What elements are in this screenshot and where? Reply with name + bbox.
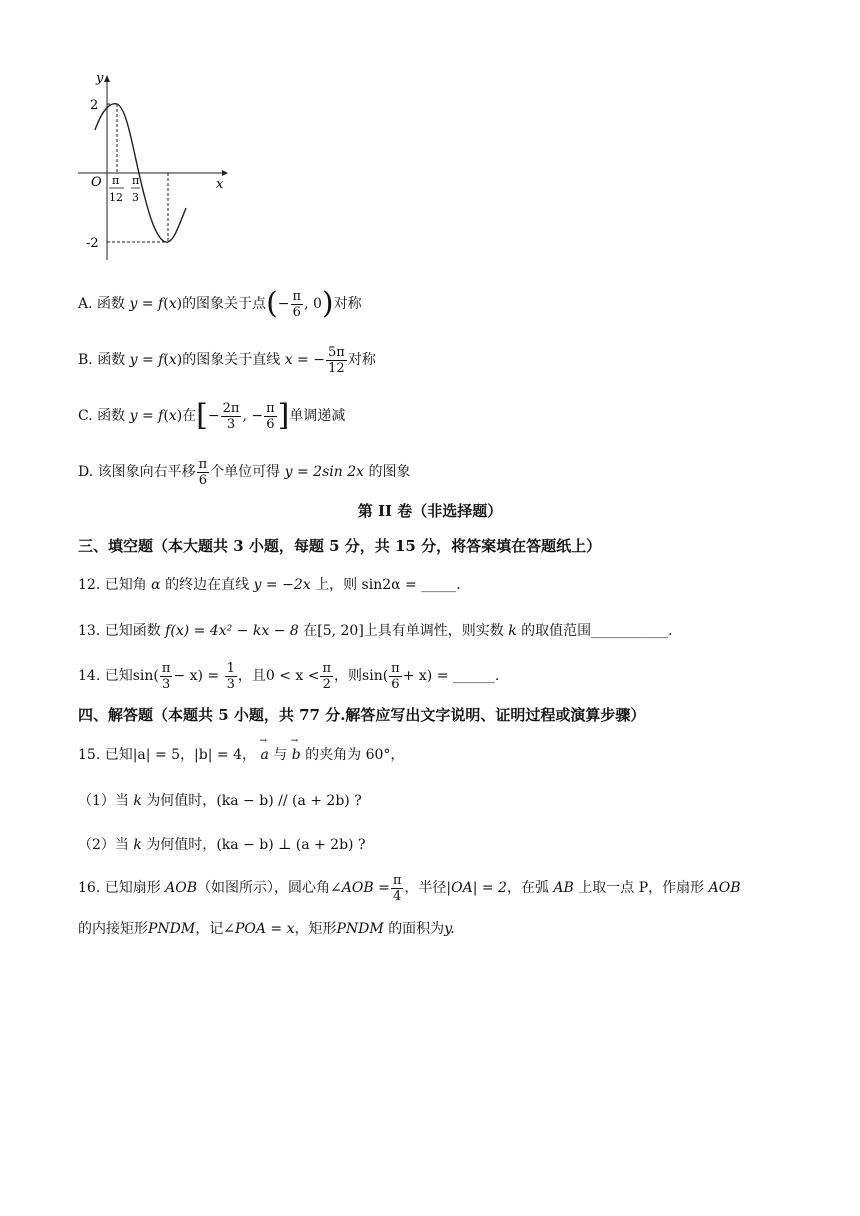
question-15-part2: （2）当 k 为何值时，(ka − b) ⊥ (a + 2b) ?	[78, 837, 366, 853]
question-14: 14. 已知sin( $\frac{\pi}{3}$ − x) = $\frac{1}{3}$ ，且0 < x < $\frac{\pi}{2}$ ，则sin( $\frac{\pi}{6}$ + x) = ______.	[78, 660, 500, 692]
y-axis-arrow	[104, 75, 110, 82]
question-13: 13. 已知函数 f(x) = 4x² − kx − 8 在[5, 20]上具有单调性，则实数 k 的取值范围___________.	[78, 623, 673, 639]
y-axis-label: y	[96, 71, 104, 86]
section3-heading: 三、填空题（本大题共 3 小题，每题 5 分，共 15 分，将答案填在答题纸上）	[78, 537, 602, 555]
x-axis-label: x	[216, 177, 224, 192]
section4-heading: 四、解答题（本题共 5 小题，共 77 分.解答应写出文字说明、证明过程或演算步骤）	[78, 706, 646, 724]
question-16-line2: 的内接矩形PNDM，记∠POA = x，矩形PNDM 的面积为y.	[78, 921, 455, 937]
question-15-part1: （1）当 k 为何值时，(ka − b) // (a + 2b) ?	[78, 793, 362, 809]
option-c: C. 函数 y = f(x)在[− $\frac{2\pi}{3}$ , − $\frac{\pi}{6}$ ]单调递减	[78, 398, 346, 433]
option-b: B. 函数 y = f(x)的图象关于直线 x = − $\frac{5\pi}{12}$ 对称	[78, 344, 376, 376]
option-b-frac: $\frac{5\pi}{12}$	[327, 344, 345, 376]
x-axis-arrow	[222, 170, 228, 176]
option-c-mid: 在	[182, 408, 197, 424]
option-d-mid: 个单位可得	[210, 464, 281, 480]
option-d: D. 该图象向右平移 $\frac{\pi}{6}$ 个单位可得 y = 2sin 2x 的图象	[78, 456, 411, 488]
question-16: 16. 已知扇形 AOB（如图所示），圆心角∠AOB = $\frac{\pi}{4}$ ，半径|OA| = 2，在弧 AB 上取一点 P，作扇形 AOB	[78, 872, 741, 904]
option-b-mid: 的图象关于直线	[182, 352, 281, 368]
question-15: 15. 已知|a| = 5，|b| = 4， → a 与 → b 的夹角为 60°，	[78, 744, 404, 764]
function-graph	[70, 68, 240, 268]
option-a-prefix: A. 函数	[78, 296, 126, 312]
option-b-suffix: 对称	[347, 352, 376, 368]
option-d-prefix: D. 该图象向右平移	[78, 464, 196, 480]
y-min-label: -2	[86, 236, 99, 251]
tick1-den: 12	[109, 191, 123, 204]
option-d-expr: y = 2sin 2x	[284, 464, 365, 480]
tick2-num: π	[132, 174, 140, 187]
option-c-suffix: 单调递减	[289, 408, 346, 424]
y-max-label: 2	[90, 98, 99, 113]
tick2-den: 3	[132, 191, 139, 204]
option-a-suffix: 对称	[333, 296, 362, 312]
question-12: 12. 已知角 α 的终边在直线 y = −2x 上，则 sin2α = _____.	[78, 577, 461, 593]
option-c-prefix: C. 函数	[78, 408, 126, 424]
tick1-num: π	[112, 174, 120, 187]
option-d-suffix: 的图象	[368, 464, 411, 480]
origin-label: O	[91, 175, 102, 190]
option-b-prefix: B. 函数	[78, 352, 126, 368]
option-a-frac: $\frac{\pi}{6}$	[292, 288, 302, 320]
option-a: A. 函数 y = f(x)的图象关于点(− $\frac{\pi}{6}$ , 0)对称	[78, 286, 362, 321]
option-a-mid: 的图象关于点	[182, 296, 267, 312]
section2-title: 第 II 卷（非选择题）	[357, 502, 503, 520]
